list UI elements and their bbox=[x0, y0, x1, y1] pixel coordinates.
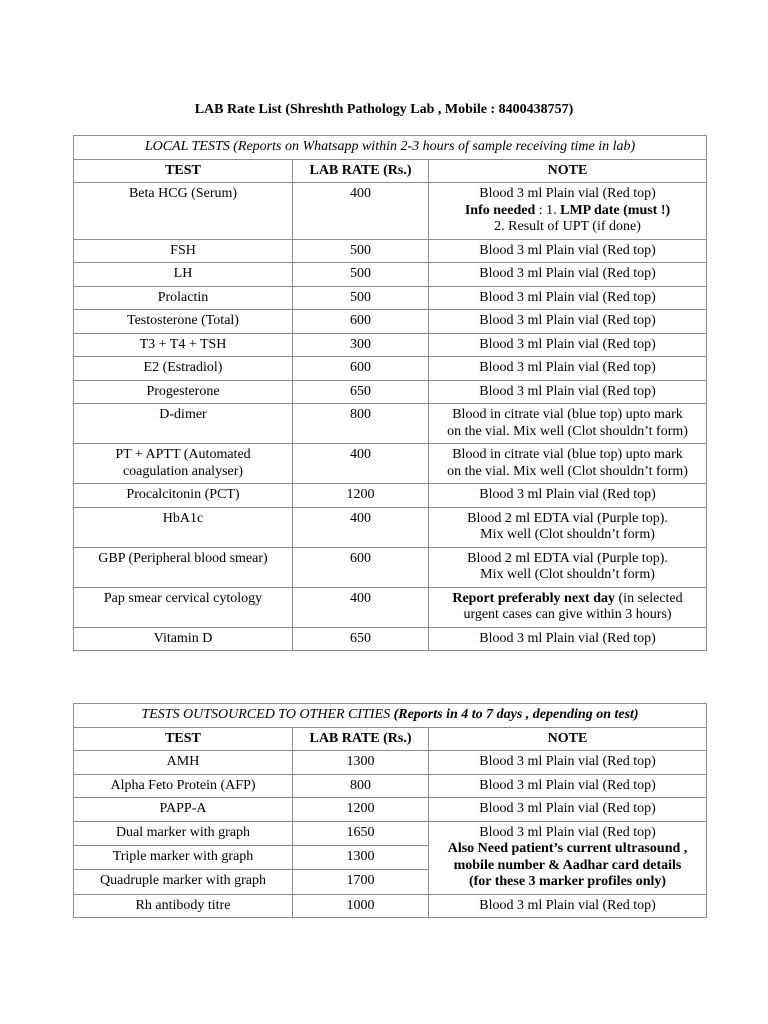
test-note: Blood 3 ml Plain vial (Red top) bbox=[429, 774, 707, 798]
table-row bbox=[74, 380, 707, 404]
table-row bbox=[74, 484, 707, 508]
table-row bbox=[74, 547, 707, 587]
test-rate: 650 bbox=[293, 380, 429, 404]
test-name: T3 + T4 + TSH bbox=[74, 333, 293, 357]
test-name: PAPP-A bbox=[74, 798, 293, 822]
test-name: Beta HCG (Serum) bbox=[74, 183, 293, 240]
test-name: Procalcitonin (PCT) bbox=[74, 484, 293, 508]
test-note bbox=[429, 547, 707, 587]
table-row bbox=[74, 821, 707, 845]
test-note: Blood 3 ml Plain vial (Red top) bbox=[429, 798, 707, 822]
outsourced-caption-title: TESTS OUTSOURCED TO OTHER CITIES bbox=[141, 707, 391, 722]
test-name: LH bbox=[74, 263, 293, 287]
header-rate: LAB RATE (Rs.) bbox=[293, 159, 429, 183]
test-rate: 1700 bbox=[293, 870, 429, 894]
info-needed-line bbox=[431, 203, 704, 220]
test-note: Blood 3 ml Plain vial (Red top) bbox=[429, 286, 707, 310]
note-line bbox=[431, 591, 704, 608]
table-row bbox=[74, 357, 707, 381]
test-name: Rh antibody titre bbox=[74, 894, 293, 918]
table-row bbox=[74, 263, 707, 287]
note-line: Blood 3 ml Plain vial (Red top) bbox=[479, 186, 656, 201]
test-note: Blood 3 ml Plain vial (Red top) bbox=[429, 239, 707, 263]
table-row bbox=[74, 239, 707, 263]
header-note: NOTE bbox=[429, 159, 707, 183]
note-line: on the vial. Mix well (Clot shouldn’t form) bbox=[447, 423, 688, 439]
note-line: 2. Result of UPT (if done) bbox=[494, 219, 641, 234]
test-name: FSH bbox=[74, 239, 293, 263]
test-rate: 1300 bbox=[293, 845, 429, 869]
test-note: Blood 3 ml Plain vial (Red top) bbox=[429, 894, 707, 918]
test-name: Alpha Feto Protein (AFP) bbox=[74, 774, 293, 798]
marker-profile-note bbox=[429, 821, 707, 894]
note-line: (for these 3 marker profiles only) bbox=[468, 874, 667, 889]
table-row bbox=[74, 587, 707, 627]
test-name: AMH bbox=[74, 751, 293, 775]
test-note: Blood 3 ml Plain vial (Red top) bbox=[429, 627, 707, 651]
header-note: NOTE bbox=[429, 727, 707, 751]
table-row bbox=[74, 286, 707, 310]
note-line: Blood 2 ml EDTA vial (Purple top). bbox=[467, 550, 668, 566]
test-rate: 500 bbox=[293, 286, 429, 310]
test-rate: 400 bbox=[293, 507, 429, 547]
test-note bbox=[429, 183, 707, 240]
test-note bbox=[429, 404, 707, 444]
test-note bbox=[429, 587, 707, 627]
test-note: Blood 3 ml Plain vial (Red top) bbox=[429, 333, 707, 357]
test-note: Blood 3 ml Plain vial (Red top) bbox=[429, 310, 707, 334]
test-rate: 1000 bbox=[293, 894, 429, 918]
note-line: Blood 2 ml EDTA vial (Purple top). bbox=[467, 510, 668, 526]
test-name: Dual marker with graph bbox=[74, 821, 293, 845]
table-row bbox=[74, 404, 707, 444]
table-row bbox=[74, 183, 707, 240]
note-line: Also Need patient’s current ultrasound , bbox=[447, 841, 688, 856]
test-note: Blood 3 ml Plain vial (Red top) bbox=[429, 380, 707, 404]
table-row bbox=[74, 333, 707, 357]
test-note bbox=[429, 507, 707, 547]
test-name: E2 (Estradiol) bbox=[74, 357, 293, 381]
note-line: on the vial. Mix well (Clot shouldn’t form) bbox=[447, 463, 688, 479]
table-row bbox=[74, 507, 707, 547]
test-rate: 600 bbox=[293, 357, 429, 381]
local-tests-table bbox=[73, 135, 707, 651]
test-name: Triple marker with graph bbox=[74, 845, 293, 869]
test-name: Prolactin bbox=[74, 286, 293, 310]
header-test: TEST bbox=[74, 727, 293, 751]
table-row bbox=[74, 774, 707, 798]
test-rate: 800 bbox=[293, 774, 429, 798]
test-name: D-dimer bbox=[74, 404, 293, 444]
test-name bbox=[74, 444, 293, 484]
test-rate: 800 bbox=[293, 404, 429, 444]
header-rate: LAB RATE (Rs.) bbox=[293, 727, 429, 751]
note-line: urgent cases can give within 3 hours) bbox=[463, 607, 672, 622]
test-rate: 400 bbox=[293, 183, 429, 240]
test-rate: 1300 bbox=[293, 751, 429, 775]
note-line: Mix well (Clot shouldn’t form) bbox=[480, 567, 655, 582]
test-rate: 600 bbox=[293, 547, 429, 587]
page-title: LAB Rate List (Shreshth Pathology Lab , Mobile : 8400438757) bbox=[194, 102, 574, 117]
test-name: Pap smear cervical cytology bbox=[74, 587, 293, 627]
note-line: mobile number & Aadhar card details bbox=[453, 857, 682, 873]
test-rate: 500 bbox=[293, 239, 429, 263]
test-rate: 400 bbox=[293, 444, 429, 484]
info-sep: : 1. bbox=[535, 202, 561, 218]
test-name-line: coagulation analyser) bbox=[122, 463, 244, 479]
note-line: Blood in citrate vial (blue top) upto mark bbox=[452, 407, 683, 422]
test-rate: 400 bbox=[293, 587, 429, 627]
info-lmp: LMP date (must !) bbox=[560, 202, 671, 218]
test-note: Blood 3 ml Plain vial (Red top) bbox=[429, 751, 707, 775]
test-rate: 300 bbox=[293, 333, 429, 357]
test-name: Quadruple marker with graph bbox=[74, 870, 293, 894]
test-name: HbA1c bbox=[74, 507, 293, 547]
outsourced-tests-table bbox=[73, 703, 707, 918]
test-name: GBP (Peripheral blood smear) bbox=[74, 547, 293, 587]
table-row bbox=[74, 798, 707, 822]
outsourced-caption-detail: (Reports in 4 to 7 days , depending on test) bbox=[390, 707, 639, 722]
note-line: Mix well (Clot shouldn’t form) bbox=[480, 527, 655, 542]
test-rate: 1200 bbox=[293, 484, 429, 508]
note-bold: Report preferably next day bbox=[452, 590, 616, 606]
note-line: Blood in citrate vial (blue top) upto mark bbox=[452, 447, 683, 462]
test-name: Testosterone (Total) bbox=[74, 310, 293, 334]
test-note: Blood 3 ml Plain vial (Red top) bbox=[429, 357, 707, 381]
test-note: Blood 3 ml Plain vial (Red top) bbox=[429, 484, 707, 508]
test-rate: 1650 bbox=[293, 821, 429, 845]
table-row bbox=[74, 310, 707, 334]
note-rest: (in selected bbox=[615, 590, 683, 606]
info-label: Info needed bbox=[464, 202, 536, 218]
test-rate: 500 bbox=[293, 263, 429, 287]
note-line: Blood 3 ml Plain vial (Red top) bbox=[479, 824, 656, 840]
table-row bbox=[74, 751, 707, 775]
header-row bbox=[74, 159, 707, 183]
table-row bbox=[74, 627, 707, 651]
header-row bbox=[74, 727, 707, 751]
local-tests-caption: LOCAL TESTS (Reports on Whatsapp within 2-3 hours of sample receiving time in lab) bbox=[74, 136, 707, 160]
test-rate: 1200 bbox=[293, 798, 429, 822]
test-note: Blood 3 ml Plain vial (Red top) bbox=[429, 263, 707, 287]
test-rate: 600 bbox=[293, 310, 429, 334]
table-row bbox=[74, 894, 707, 918]
test-name: Vitamin D bbox=[74, 627, 293, 651]
test-name-line: PT + APTT (Automated bbox=[115, 447, 251, 462]
test-note bbox=[429, 444, 707, 484]
table-row bbox=[74, 444, 707, 484]
header-test: TEST bbox=[74, 159, 293, 183]
outsourced-caption bbox=[74, 704, 707, 728]
test-rate: 650 bbox=[293, 627, 429, 651]
test-name: Progesterone bbox=[74, 380, 293, 404]
